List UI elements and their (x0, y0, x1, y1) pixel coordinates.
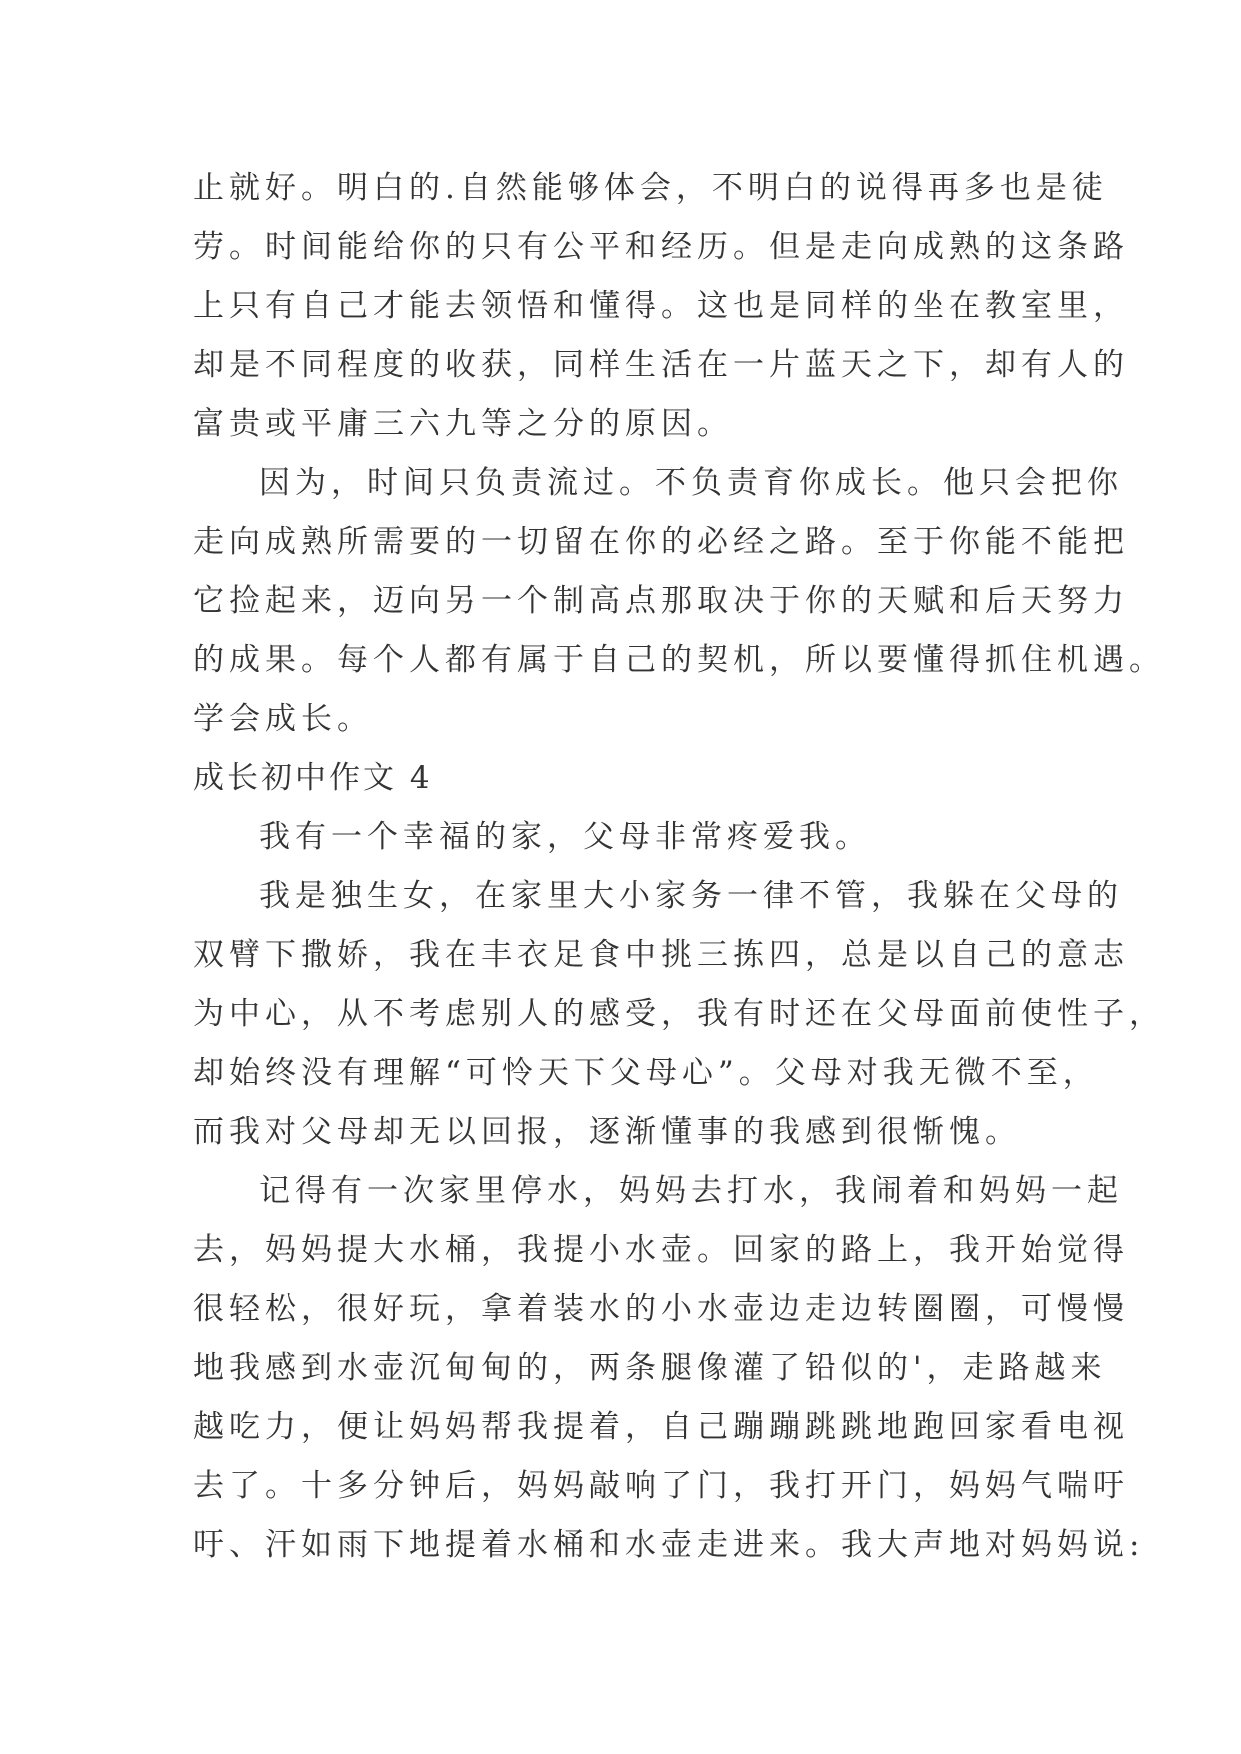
text-line: 因为，时间只负责流过。不负责育你成长。他只会把你 (259, 465, 1123, 501)
text-line: 地我感到水壶沉甸甸的，两条腿像灌了铅似的'，走路越来 (193, 1350, 1107, 1386)
text-line: 去了。十多分钟后，妈妈敲响了门，我打开门，妈妈气喘吁 (193, 1468, 1129, 1504)
text-line: 学会成长。 (193, 701, 373, 737)
text-line: 为中心，从不考虑别人的感受，我有时还在父母面前使性子， (193, 996, 1165, 1032)
text-line: 越吃力，便让妈妈帮我提着，自己蹦蹦跳跳地跑回家看电视 (193, 1409, 1129, 1445)
text-line: 止就好。明白的.自然能够体会，不明白的说得再多也是徒 (193, 170, 1108, 206)
text-line: 劳。时间能给你的只有公平和经历。但是走向成熟的这条路 (193, 229, 1129, 265)
text-line: 吁、汗如雨下地提着水桶和水壶走进来。我大声地对妈妈说: (193, 1527, 1145, 1563)
section-heading: 成长初中作文 4 (193, 760, 433, 796)
text-line: 我有一个幸福的家，父母非常疼爱我。 (259, 819, 871, 855)
text-line: 双臂下撒娇，我在丰衣足食中挑三拣四，总是以自己的意志 (193, 937, 1129, 973)
text-line: 它捡起来，迈向另一个制高点那取决于你的天赋和后天努力 (193, 583, 1129, 619)
text-line: 去，妈妈提大水桶，我提小水壶。回家的路上，我开始觉得 (193, 1232, 1129, 1268)
essay-body (193, 159, 1165, 1575)
text-line: 上只有自己才能去领悟和懂得。这也是同样的坐在教室里， (193, 288, 1129, 324)
text-line: 记得有一次家里停水，妈妈去打水，我闹着和妈妈一起 (259, 1173, 1123, 1209)
text-line: 富贵或平庸三六九等之分的原因。 (193, 406, 733, 442)
text-line: 却始终没有理解“可怜天下父母心”。父母对我无微不至， (193, 1055, 1099, 1091)
text-line: 我是独生女，在家里大小家务一律不管，我躲在父母的 (259, 878, 1123, 914)
text-line: 走向成熟所需要的一切留在你的必经之路。至于你能不能把 (193, 524, 1129, 560)
text-line: 却是不同程度的收获，同样生活在一片蓝天之下，却有人的 (193, 347, 1129, 383)
text-line: 很轻松，很好玩，拿着装水的小水壶边走边转圈圈，可慢慢 (193, 1291, 1129, 1327)
text-line: 的成果。每个人都有属于自己的契机，所以要懂得抓住机遇。 (193, 642, 1165, 678)
text-line: 而我对父母却无以回报，逐渐懂事的我感到很惭愧。 (193, 1114, 1021, 1150)
